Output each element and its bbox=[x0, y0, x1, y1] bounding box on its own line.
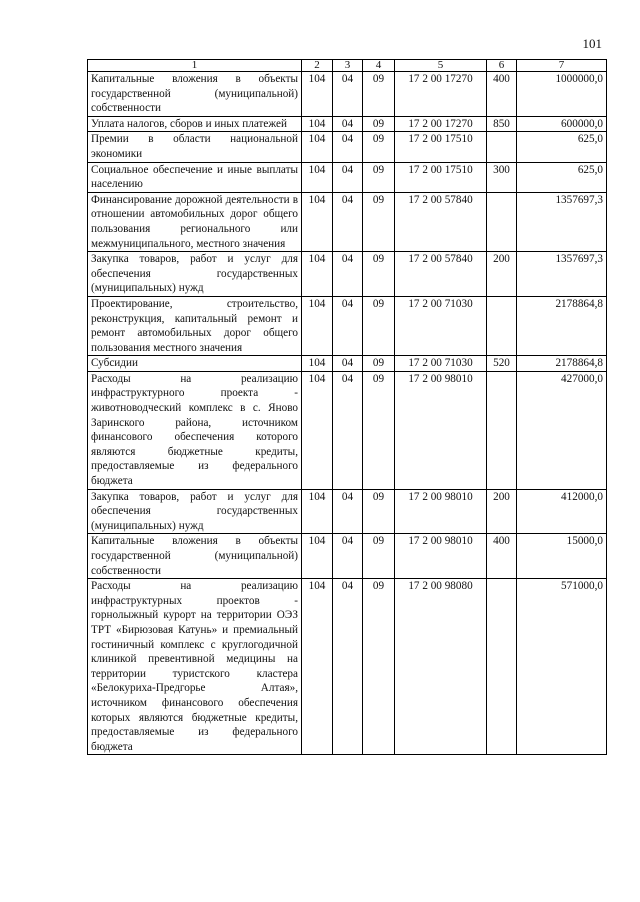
amount-cell: 625,0 bbox=[517, 132, 607, 162]
table-row bbox=[88, 296, 607, 355]
expense-type-cell bbox=[487, 579, 517, 755]
section-code-cell: 04 bbox=[333, 252, 363, 297]
grbs-code-cell: 104 bbox=[302, 296, 333, 355]
amount-cell: 1000000,0 bbox=[517, 72, 607, 117]
expense-type-cell: 400 bbox=[487, 72, 517, 117]
expense-type-cell: 850 bbox=[487, 116, 517, 132]
section-code-cell: 04 bbox=[333, 296, 363, 355]
amount-cell: 412000,0 bbox=[517, 489, 607, 534]
section-code-cell: 04 bbox=[333, 579, 363, 755]
expense-name-cell: Уплата налогов, сборов и иных платежей bbox=[88, 116, 302, 132]
expense-type-cell bbox=[487, 296, 517, 355]
expense-type-cell: 200 bbox=[487, 252, 517, 297]
expense-name-cell: Закупка товаров, работ и услуг для обеспечения государственных (муниципальных) нужд bbox=[88, 489, 302, 534]
amount-cell: 1357697,3 bbox=[517, 192, 607, 251]
amount-cell: 600000,0 bbox=[517, 116, 607, 132]
amount-cell: 1357697,3 bbox=[517, 252, 607, 297]
amount-cell: 2178864,8 bbox=[517, 356, 607, 372]
table-row bbox=[88, 356, 607, 372]
target-article-cell: 17 2 00 98010 bbox=[395, 534, 487, 579]
expense-type-cell: 300 bbox=[487, 162, 517, 192]
expense-name-cell: Капитальные вложения в объекты государственной (муниципальной) собственности bbox=[88, 534, 302, 579]
section-code-cell: 04 bbox=[333, 356, 363, 372]
subsection-code-cell: 09 bbox=[363, 132, 395, 162]
column-header: 7 bbox=[517, 60, 607, 72]
expense-name-cell: Капитальные вложения в объекты государственной (муниципальной) собственности bbox=[88, 72, 302, 117]
section-code-cell: 04 bbox=[333, 489, 363, 534]
section-code-cell: 04 bbox=[333, 116, 363, 132]
grbs-code-cell: 104 bbox=[302, 579, 333, 755]
expense-name-cell: Расходы на реализацию инфраструктурных проектов - горнолыжный курорт на территории ОЭЗ ТРТ «Бирюзовая Катунь» и премиальный гостиничный комплекс с круглогодичной клиникой превентивной медицины на территории туристского кластера «Белокуриха-Предгорье Алтая», источником финансового обеспечения которых являются бюджетные кредиты, предоставляемые из федерального бюджета bbox=[88, 579, 302, 755]
subsection-code-cell: 09 bbox=[363, 296, 395, 355]
page-number: 101 bbox=[582, 36, 602, 51]
amount-cell: 571000,0 bbox=[517, 579, 607, 755]
subsection-code-cell: 09 bbox=[363, 192, 395, 251]
table-row bbox=[88, 489, 607, 534]
target-article-cell: 17 2 00 17270 bbox=[395, 116, 487, 132]
grbs-code-cell: 104 bbox=[302, 162, 333, 192]
table-row bbox=[88, 72, 607, 117]
target-article-cell: 17 2 00 17510 bbox=[395, 132, 487, 162]
expense-name-cell: Социальное обеспечение и иные выплаты населению bbox=[88, 162, 302, 192]
subsection-code-cell: 09 bbox=[363, 356, 395, 372]
expense-name-cell: Закупка товаров, работ и услуг для обеспечения государственных (муниципальных) нужд bbox=[88, 252, 302, 297]
table-row bbox=[88, 116, 607, 132]
column-header: 3 bbox=[333, 60, 363, 72]
expense-name-cell: Расходы на реализацию инфраструктурного проекта - животноводческий комплекс в с. Яново Заринского района, источником финансового обеспечения которого являются бюджетные кредиты, предоставляемые из федерального бюджета bbox=[88, 371, 302, 489]
expense-type-cell: 200 bbox=[487, 489, 517, 534]
target-article-cell: 17 2 00 98010 bbox=[395, 371, 487, 489]
column-header: 4 bbox=[363, 60, 395, 72]
section-code-cell: 04 bbox=[333, 162, 363, 192]
section-code-cell: 04 bbox=[333, 132, 363, 162]
table-row bbox=[88, 192, 607, 251]
table-row bbox=[88, 252, 607, 297]
column-header: 6 bbox=[487, 60, 517, 72]
target-article-cell: 17 2 00 17270 bbox=[395, 72, 487, 117]
expense-type-cell: 400 bbox=[487, 534, 517, 579]
expense-type-cell bbox=[487, 371, 517, 489]
expense-type-cell bbox=[487, 192, 517, 251]
grbs-code-cell: 104 bbox=[302, 132, 333, 162]
subsection-code-cell: 09 bbox=[363, 252, 395, 297]
target-article-cell: 17 2 00 71030 bbox=[395, 296, 487, 355]
subsection-code-cell: 09 bbox=[363, 534, 395, 579]
expense-name-cell: Проектирование, строительство, реконструкция, капитальный ремонт и ремонт автомобильных дорог общего пользования местного значения bbox=[88, 296, 302, 355]
section-code-cell: 04 bbox=[333, 72, 363, 117]
subsection-code-cell: 09 bbox=[363, 489, 395, 534]
grbs-code-cell: 104 bbox=[302, 371, 333, 489]
expense-type-cell bbox=[487, 132, 517, 162]
grbs-code-cell: 104 bbox=[302, 116, 333, 132]
expense-name-cell: Премии в области национальной экономики bbox=[88, 132, 302, 162]
section-code-cell: 04 bbox=[333, 192, 363, 251]
column-header: 5 bbox=[395, 60, 487, 72]
table-row bbox=[88, 132, 607, 162]
grbs-code-cell: 104 bbox=[302, 252, 333, 297]
amount-cell: 427000,0 bbox=[517, 371, 607, 489]
target-article-cell: 17 2 00 98010 bbox=[395, 489, 487, 534]
expense-name-cell: Финансирование дорожной деятельности в отношении автомобильных дорог общего пользования регионального или межмуниципального, местного значения bbox=[88, 192, 302, 251]
amount-cell: 15000,0 bbox=[517, 534, 607, 579]
grbs-code-cell: 104 bbox=[302, 356, 333, 372]
table-row bbox=[88, 371, 607, 489]
amount-cell: 2178864,8 bbox=[517, 296, 607, 355]
budget-table bbox=[87, 59, 607, 755]
header-row bbox=[88, 60, 607, 72]
target-article-cell: 17 2 00 57840 bbox=[395, 252, 487, 297]
table-row bbox=[88, 534, 607, 579]
amount-cell: 625,0 bbox=[517, 162, 607, 192]
grbs-code-cell: 104 bbox=[302, 534, 333, 579]
column-header: 2 bbox=[302, 60, 333, 72]
target-article-cell: 17 2 00 17510 bbox=[395, 162, 487, 192]
subsection-code-cell: 09 bbox=[363, 116, 395, 132]
subsection-code-cell: 09 bbox=[363, 371, 395, 489]
subsection-code-cell: 09 bbox=[363, 579, 395, 755]
subsection-code-cell: 09 bbox=[363, 162, 395, 192]
grbs-code-cell: 104 bbox=[302, 72, 333, 117]
table-row bbox=[88, 579, 607, 755]
expense-name-cell: Субсидии bbox=[88, 356, 302, 372]
subsection-code-cell: 09 bbox=[363, 72, 395, 117]
expense-type-cell: 520 bbox=[487, 356, 517, 372]
target-article-cell: 17 2 00 57840 bbox=[395, 192, 487, 251]
target-article-cell: 17 2 00 71030 bbox=[395, 356, 487, 372]
grbs-code-cell: 104 bbox=[302, 192, 333, 251]
table-row bbox=[88, 162, 607, 192]
column-header: 1 bbox=[88, 60, 302, 72]
section-code-cell: 04 bbox=[333, 371, 363, 489]
section-code-cell: 04 bbox=[333, 534, 363, 579]
grbs-code-cell: 104 bbox=[302, 489, 333, 534]
target-article-cell: 17 2 00 98080 bbox=[395, 579, 487, 755]
